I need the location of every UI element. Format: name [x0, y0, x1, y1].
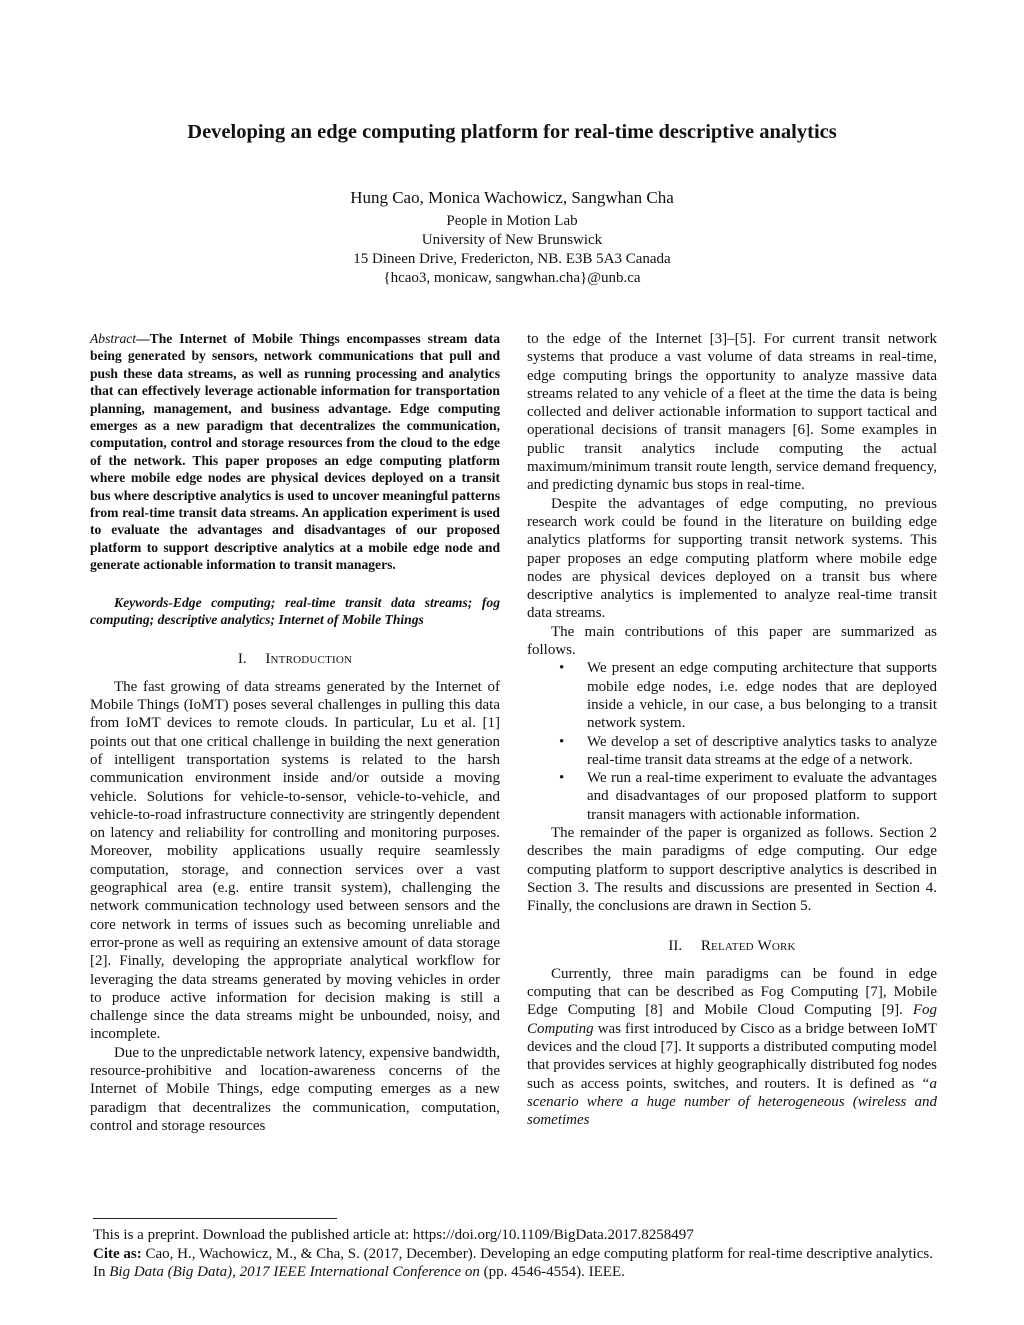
paragraph: The main contributions of this paper are summarized as follows.	[527, 623, 937, 659]
affiliation-university: University of New Brunswick	[421, 232, 603, 248]
emphasis: Fog Computing	[527, 1002, 937, 1037]
list-item: • We present an edge computing architecture that supports mobile edge nodes, i.e. edge nodes that are deployed inside a vehicle, in our case, a bus belonging to a transit network system.	[559, 660, 937, 732]
quotation: “a scenario where a huge number of heterogeneous (wireless and sometimes	[527, 1075, 937, 1129]
paragraph: to the edge of the Internet [3]–[5]. For current transit network systems that produce a vast volume of data streams in real-time, edge computing brings the opportunity to analyze massive data streams related to any vehicle of a fleet at the time the data is being collected and deliver actionable information to support tactical and operational decisions of transit managers [6]. Some examples in public transit analytics include computing the actual maximum/minimum transit route length, service demand frequency, and predicting dynamic bus stops in real-time.	[527, 331, 937, 494]
list-item: • We run a real-time experiment to evaluate the advantages and disadvantages of our proposed platform to support transit managers with actionable information.	[559, 770, 937, 823]
contributions-list	[527, 659, 937, 824]
affiliation-lab: People in Motion Lab	[446, 213, 578, 229]
keywords: Keywords-Edge computing; real-time transit data streams; fog computing; descriptive analytics; Internet of Mobile Things	[90, 594, 500, 628]
abstract-label: Abstract	[90, 331, 137, 346]
author-list: Hung Cao, Monica Wachowicz, Sangwhan Cha	[350, 188, 674, 207]
list-item: • We develop a set of descriptive analytics tasks to analyze real-time transit data streams at the edge of a network.	[559, 733, 937, 768]
bullet-icon: •	[559, 770, 565, 787]
section-number: I.	[237, 650, 247, 667]
cite-venue: Big Data (Big Data), 2017 IEEE International Conference on	[109, 1264, 480, 1280]
section-title: Related Work	[700, 937, 796, 954]
abstract-text: —The Internet of Mobile Things encompasses stream data being generated by sensors, network communications that pull and push these data streams, as well as running processing and analytics that can effectively leverage actionable information for transportation planning, management, and business advantage. Edge computing emerges as a new paradigm that decentralizes the communication, computation, control and storage resources from the cloud to the edge of the network. This paper proposes an edge computing platform where mobile edge nodes are physical devices deployed on a transit bus where descriptive analytics is used to uncover meaningful patterns from real-time transit data streams. An application experiment is used to evaluate the advantages and disadvantages of our proposed platform to support descriptive analytics at a mobile edge node and generate actionable information to transit managers.	[90, 331, 500, 573]
right-column	[527, 330, 937, 1129]
bullet-icon: •	[559, 660, 565, 677]
citation: Cite as: Cao, H., Wachowicz, M., & Cha, S. (2017, December). Developing an edge computing platform for real-time descriptive analytics. In Big Data (Big Data), 2017 IEEE International Conference on (pp. 4546-4554). IEEE.	[93, 1245, 933, 1280]
section-heading-introduction	[90, 650, 500, 668]
affiliation-email: {hcao3, monicaw, sangwhan.cha}@unb.ca	[383, 270, 641, 286]
section-title: Introduction	[265, 650, 353, 667]
section-number: II.	[668, 937, 683, 954]
paragraph: Due to the unpredictable network latency, expensive bandwidth, resource-prohibitive and location-awareness concerns of the Internet of Mobile Things, edge computing emerges as a new paradigm that decentralizes the communication, computation, control and storage resources	[90, 1044, 500, 1134]
paragraph: The fast growing of data streams generated by the Internet of Mobile Things (IoMT) poses several challenges in pulling this data from IoMT devices to remote clouds. In particular, Lu et al. [1] points out that one critical challenge in building the next generation of intelligent transportation systems is related to the harsh communication environment inside and/or outside a moving vehicle. Solutions for vehicle-to-sensor, vehicle-to-vehicle, and vehicle-to-road infrastructure connectivity are stringently dependent on latency and reliability for controlling and monitoring purposes. Moreover, mobility applications usually require seamlessly computation, storage, and connection services over a vast geographical area (e.g. entire transit system), challenging the network communication technology used between sensors and the core network in terms of issues such as becoming unreliable and error-prone as well as requiring an extensive amount of data storage [2]. Finally, developing the appropriate analytical workflow for leveraging the data streams generated by moving vehicles in order to produce active information for decision making is still a challenge since the data streams might be unbounded, noisy, and incomplete.	[90, 678, 500, 1043]
footnote	[93, 1226, 933, 1282]
paragraph: Currently, three main paradigms can be found in edge computing that can be described as Fog Computing [7], Mobile Edge Computing [8] and Mobile Cloud Computing [9]. Fog Computing was first introduced by Cisco as a bridge between IoMT devices and the cloud [7]. It supports a distributed computing model that provides services at highly geographically distributed fog nodes such as access points, switches, and routers. It is defined as “a scenario where a huge number of heterogeneous (wireless and sometimes	[527, 965, 937, 1129]
footnote-divider	[93, 1218, 337, 1219]
left-column	[90, 330, 500, 1135]
section-heading-related-work	[527, 937, 937, 955]
affiliation-address: 15 Dineen Drive, Fredericton, NB. E3B 5A3 Canada	[353, 251, 671, 267]
bullet-icon: •	[559, 733, 565, 750]
abstract	[90, 330, 500, 574]
paragraph: The remainder of the paper is organized as follows. Section 2 describes the main paradigms of edge computing. Our edge computing platform to support descriptive analytics is described in Section 3. The results and discussions are presented in Section 4. Finally, the conclusions are drawn in Section 5.	[527, 825, 937, 915]
paper-title: Developing an edge computing platform for real-time descriptive analytics	[187, 121, 837, 143]
paragraph: Despite the advantages of edge computing, no previous research work could be found in the literature on building edge analytics platforms for supporting transit network systems. This paper proposes an edge computing platform where mobile edge nodes are physical devices deployed on a transit bus where descriptive analytics is implemented to analyze real-time transit data streams.	[527, 495, 937, 622]
preprint-note: This is a preprint. Download the published article at: https://doi.org/10.1109/BigData.2017.8258497	[93, 1227, 694, 1243]
cite-label: Cite as:	[93, 1245, 142, 1262]
